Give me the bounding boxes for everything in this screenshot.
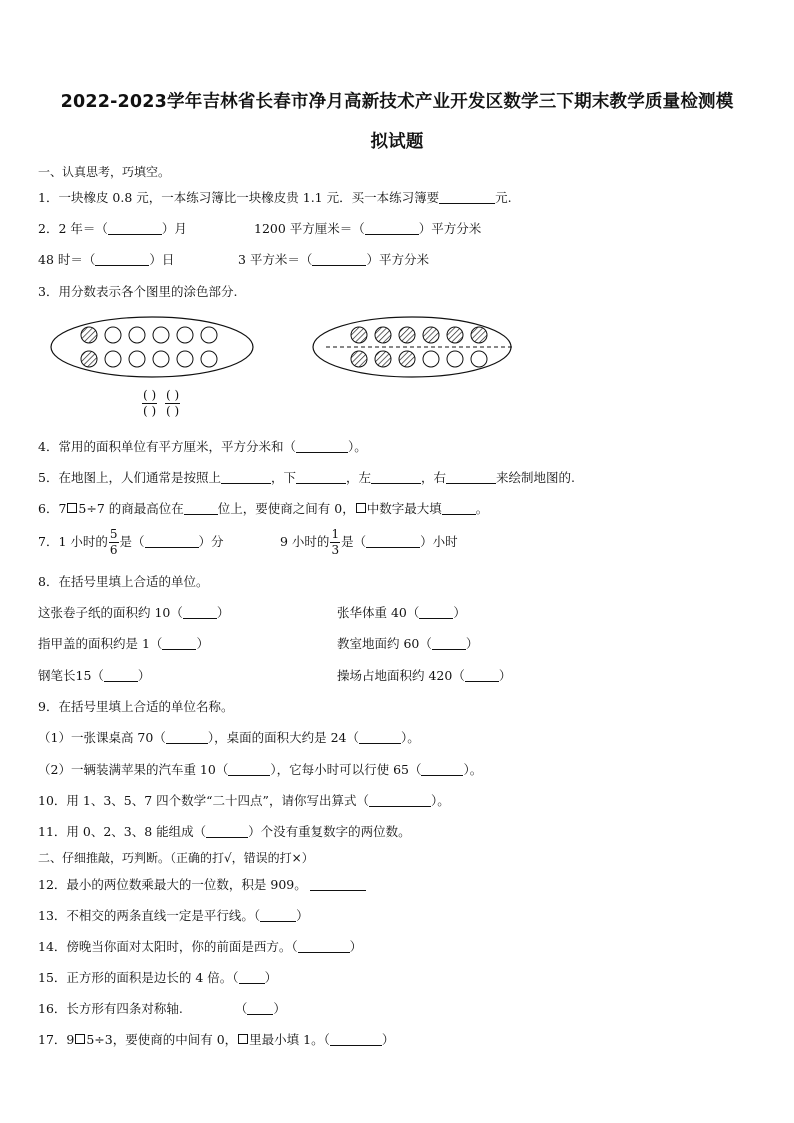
question-9: 9．在括号里填上合适的单位名称。: [38, 699, 234, 714]
q8-item: [337, 634, 478, 652]
fraction-denominator: 6: [109, 543, 118, 557]
q9-text: ），桌面的面积大约是 24（: [207, 730, 359, 745]
fraction-answer-right[interactable]: [164, 388, 181, 419]
q5-text-d: ，右: [421, 470, 447, 485]
q14-end: ）: [349, 939, 363, 954]
section-heading-fill-in: 一、认真思考，巧填空。: [38, 165, 171, 179]
question-2-part-a: [38, 219, 187, 237]
q4-text: 4．常用的面积单位有平方厘米，平方分米和（: [38, 439, 296, 454]
answer-blank[interactable]: [104, 669, 138, 682]
answer-blank[interactable]: [366, 535, 420, 548]
q13-end: ）: [296, 908, 309, 923]
q17-text-a: 17．9: [38, 1032, 75, 1047]
q5-text-a: 5．在地图上，人们通常是按照上: [38, 470, 221, 485]
answer-blank[interactable]: [298, 940, 350, 953]
q2-b-unit: ）平方分米: [418, 221, 482, 236]
answer-blank[interactable]: [465, 669, 499, 682]
question-14: [38, 937, 362, 955]
question-4: [38, 437, 367, 455]
fraction-denominator: 3: [331, 543, 340, 557]
q16-end: ）: [273, 1001, 286, 1016]
question-7-part-b: [280, 527, 458, 558]
q11-text: 11．用 0、2、3、8 能组成（: [38, 824, 207, 839]
q8-item: [337, 603, 466, 621]
q7-text-f: ）小时: [420, 534, 458, 549]
q8-item-end: ）: [453, 605, 466, 620]
q2-d-unit: ）平方分米: [366, 252, 429, 267]
q6-text-d: 中数字最大填: [366, 501, 442, 516]
q2-c-text: 48 时＝（: [38, 252, 96, 267]
question-11: [38, 822, 411, 840]
q2-a-text: 2．2 年＝（: [38, 221, 108, 236]
page-title-line1: 2022-2023学年吉林省长春市净月高新技术产业开发区数学三下期末教学质量检测模: [60, 92, 734, 112]
q2-c-unit: ）日: [149, 252, 175, 267]
question-15: [38, 968, 277, 986]
q2-d-text: 3 平方米＝（: [238, 252, 313, 267]
figure-left-ellipse: [51, 317, 253, 377]
question-8: 8．在括号里填上合适的单位。: [38, 574, 209, 589]
q8-item-end: ）: [465, 636, 479, 651]
q6-text-a: 6．7: [38, 501, 67, 516]
q8-item-end: ）: [196, 636, 209, 651]
q7-text-c: ）分: [198, 534, 224, 549]
answer-blank[interactable]: [369, 794, 431, 807]
fraction-numerator: 5: [109, 527, 118, 541]
q11-end: ）个没有重复数字的两位数。: [248, 824, 411, 839]
q2-a-unit: ）月: [161, 221, 187, 236]
q8-item-end: ）: [137, 668, 151, 683]
answer-blank[interactable]: [206, 825, 248, 838]
answer-blank[interactable]: [247, 1002, 273, 1015]
q4-end: ）。: [347, 439, 367, 454]
answer-blank[interactable]: [95, 253, 149, 266]
q8-item-text: 这张卷子纸的面积约 10（: [38, 605, 183, 620]
digit-box[interactable]: [75, 1034, 85, 1044]
question-9-part-1: [38, 728, 420, 746]
q8-item-text: 指甲盖的面积约是 1（: [38, 636, 163, 651]
answer-blank[interactable]: [184, 502, 218, 515]
answer-blank[interactable]: [108, 222, 162, 235]
q7-text-a: 7．1 小时的: [38, 534, 108, 549]
q17-end: ）: [381, 1032, 395, 1047]
q17-text-c: 里最小填 1。（: [249, 1032, 330, 1047]
q17-text-b: 5÷3，要使商的中间有 0，: [86, 1032, 238, 1047]
q7-text-d: 9 小时的: [280, 534, 330, 549]
question-3: 3．用分数表示各个图里的涂色部分.: [38, 284, 238, 299]
answer-blank[interactable]: [166, 731, 208, 744]
question-2-part-c: [38, 250, 174, 268]
q6-text-b: 5÷7 的商最高位在: [78, 501, 184, 516]
q5-text-c: ，左: [345, 470, 371, 485]
q16-paren: （: [234, 1001, 248, 1016]
question-12: [38, 875, 366, 893]
fraction-blank-numerator: ( ): [143, 388, 157, 402]
q8-item-end: ）: [498, 668, 512, 683]
q8-item: [38, 603, 229, 621]
q8-item-text: 张华体重 40（: [337, 605, 420, 620]
q9-text: （2）一辆装满苹果的汽车重 10（: [38, 762, 229, 777]
q1-text: 1．一块橡皮 0.8 元，一本练习簿比一块橡皮贵 1.1 元．买一本练习簿要: [38, 190, 440, 205]
q2-b-text: 1200 平方厘米＝（: [254, 221, 365, 236]
q8-item-end: ）: [216, 605, 230, 620]
digit-box[interactable]: [67, 503, 77, 513]
q12-text: 12．最小的两位数乘最大的一位数，积是 909。: [38, 877, 307, 892]
answer-blank[interactable]: [221, 471, 271, 484]
fraction-blank-numerator: ( ): [166, 388, 180, 402]
question-2-part-d: [238, 250, 429, 268]
answer-blank[interactable]: [260, 909, 296, 922]
q8-item-text: 教室地面约 60（: [337, 636, 432, 651]
fraction-numerator: 1: [331, 527, 340, 541]
q8-item: [38, 666, 150, 684]
q5-text-e: 来绘制地图的.: [496, 470, 575, 485]
q8-item: [337, 666, 511, 684]
q8-item-text: 操场占地面积约 420（: [337, 668, 465, 683]
answer-blank[interactable]: [371, 471, 421, 484]
q8-item: [38, 634, 209, 652]
q6-text-c: 位上，要使商之间有 0，: [217, 501, 355, 516]
answer-blank[interactable]: [442, 502, 476, 515]
figure-right-ellipse: [313, 317, 514, 377]
answer-blank[interactable]: [419, 606, 453, 619]
q5-text-b: ，下: [270, 470, 296, 485]
answer-blank[interactable]: [421, 763, 463, 776]
question-1: [38, 188, 512, 206]
answer-blank[interactable]: [446, 471, 496, 484]
q16-text: 16．长方形有四条对称轴.: [38, 1001, 183, 1016]
answer-blank[interactable]: [296, 440, 348, 453]
q14-text: 14．傍晚当你面对太阳时，你的前面是西方。（: [38, 939, 298, 954]
answer-blank[interactable]: [228, 763, 270, 776]
question-13: [38, 906, 309, 924]
answer-blank[interactable]: [310, 878, 366, 891]
q8-item-text: 钢笔长15（: [38, 668, 104, 683]
question-17: [38, 1030, 394, 1048]
question-2-part-b: [254, 219, 481, 237]
answer-blank[interactable]: [359, 731, 401, 744]
q7-text-e: 是（: [341, 534, 367, 549]
question-6: [38, 499, 488, 517]
q10-text: 10．用 1、3、5、7 四个数学“二十四点”，请你写出算式（: [38, 793, 369, 808]
answer-blank[interactable]: [365, 222, 419, 235]
q9-text: （1）一张课桌高 70（: [38, 730, 166, 745]
answer-blank[interactable]: [312, 253, 366, 266]
q10-end: ）。: [430, 793, 450, 808]
digit-box[interactable]: [356, 503, 366, 513]
answer-blank[interactable]: [239, 971, 265, 984]
answer-blank[interactable]: [330, 1033, 382, 1046]
answer-blank[interactable]: [145, 535, 199, 548]
fraction-figures: [40, 312, 540, 442]
q1-unit: 元.: [495, 190, 512, 205]
fraction-answer-left[interactable]: [141, 388, 158, 419]
answer-blank[interactable]: [432, 637, 466, 650]
q9-text: ），它每小时可以行使 65（: [270, 762, 422, 777]
answer-blank[interactable]: [296, 471, 346, 484]
q9-text: ）。: [400, 730, 420, 745]
q9-text: ）。: [463, 762, 483, 777]
q15-text: 15．正方形的面积是边长的 4 倍。（: [38, 970, 239, 985]
question-16: [38, 999, 286, 1017]
answer-blank[interactable]: [183, 606, 217, 619]
question-9-part-2: [38, 760, 482, 778]
q13-text: 13．不相交的两条直线一定是平行线。（: [38, 908, 261, 923]
q7-text-b: 是（: [119, 534, 145, 549]
answer-blank[interactable]: [439, 191, 495, 204]
digit-box[interactable]: [238, 1034, 248, 1044]
page-title-line2: 拟试题: [370, 132, 424, 152]
answer-blank[interactable]: [162, 637, 196, 650]
section-heading-judge: 二、仔细推敲，巧判断。（正确的打√，错误的打×）: [38, 851, 314, 865]
fraction-blank-denominator: ( ): [143, 404, 157, 418]
fraction-blank-denominator: ( ): [166, 404, 180, 418]
question-7-part-a: [38, 527, 224, 558]
question-5: [38, 468, 575, 486]
q6-text-e: 。: [475, 501, 489, 516]
question-10: [38, 791, 450, 809]
q15-end: ）: [264, 970, 278, 985]
